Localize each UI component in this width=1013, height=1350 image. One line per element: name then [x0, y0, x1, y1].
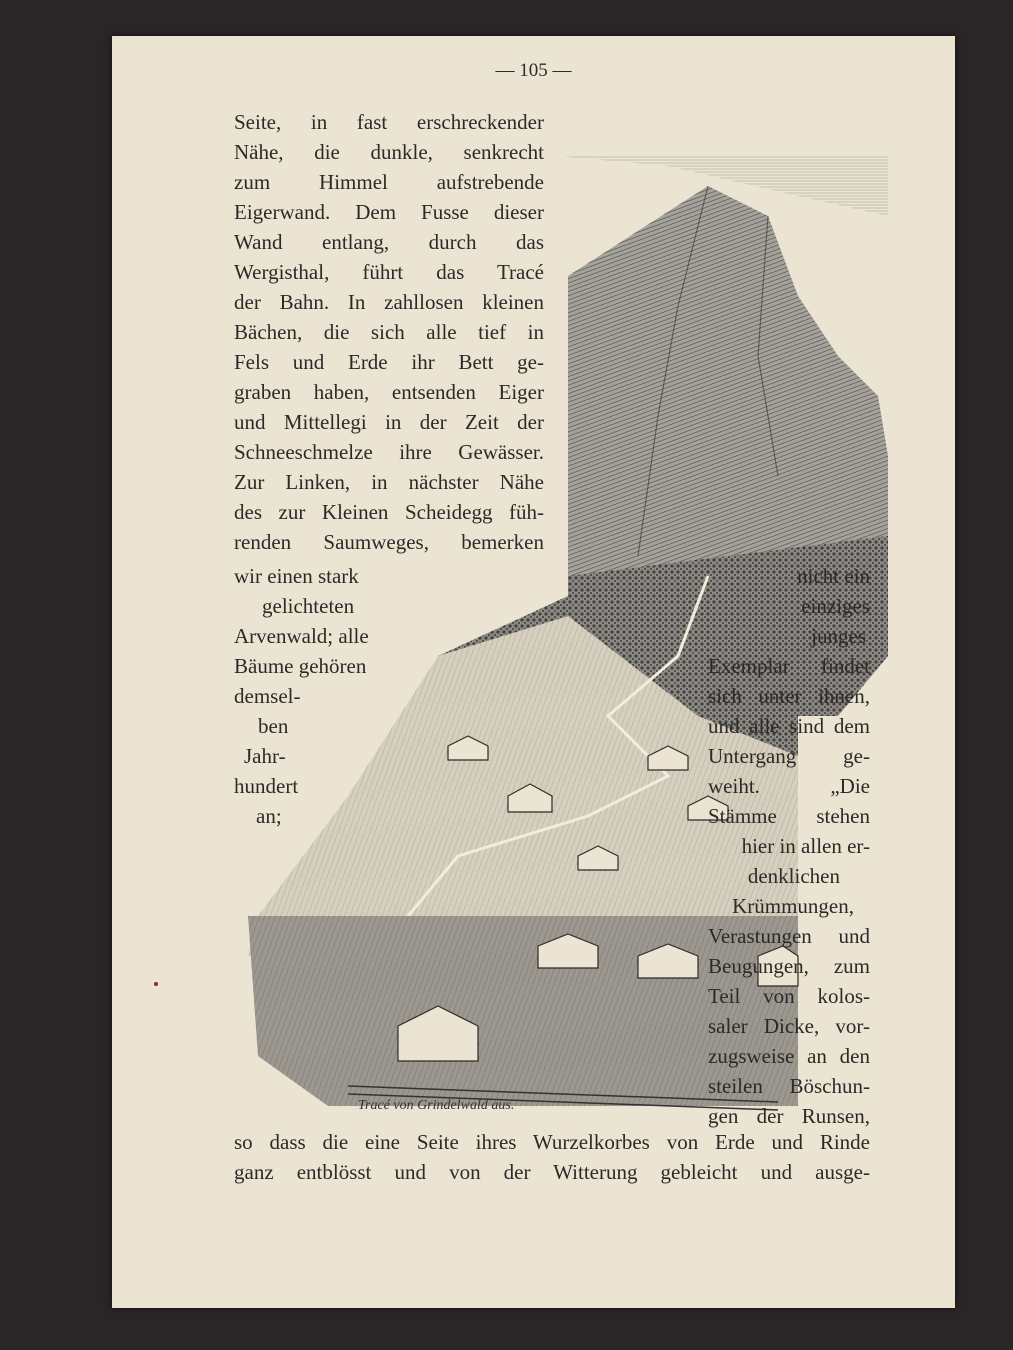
text-line: Seite, in fast erschreckender: [234, 110, 544, 134]
text-line: einziges: [801, 594, 870, 618]
text-line: Wergisthal, führt das Tracé: [234, 260, 544, 284]
text-line: und alle sind dem: [708, 714, 870, 738]
text-line: Eigerwand. Dem Fusse dieser: [234, 200, 544, 224]
text-line: Arvenwald; alle: [234, 624, 369, 648]
text-line: hier in allen er-: [741, 834, 870, 858]
text-line: und Mittellegi in der Zeit der: [234, 410, 544, 434]
text-line: Wand entlang, durch das: [234, 230, 544, 254]
text-line: Schneeschmelze ihre Gewässer.: [234, 440, 544, 464]
text-line: Teil von kolos-: [708, 984, 870, 1008]
text-line: Beugungen, zum: [708, 954, 870, 978]
book-page: [112, 36, 955, 1308]
text-line: weiht. „Die: [708, 774, 870, 798]
text-line: zum Himmel aufstrebende: [234, 170, 544, 194]
page-number: — 105 —: [495, 60, 572, 81]
text-line: hundert: [234, 774, 299, 798]
text-line: der Bahn. In zahllosen kleinen: [234, 290, 544, 314]
text-line: ben: [258, 714, 289, 738]
text-line: saler Dicke, vor-: [708, 1014, 870, 1038]
text-line: graben haben, entsenden Eiger: [234, 380, 544, 404]
text-line: Bäume gehören: [234, 654, 367, 678]
text-line: zugsweise an den: [708, 1044, 870, 1068]
text-line: steilen Böschun-: [708, 1074, 870, 1098]
text-line: Nähe, die dunkle, senkrecht: [234, 140, 544, 164]
text-line: denklichen: [747, 864, 840, 888]
text-line: Fels und Erde ihr Bett ge-: [234, 350, 544, 374]
text-line: renden Saumweges, bemerken: [234, 530, 544, 554]
text-line: gen der Runsen,: [708, 1104, 870, 1128]
text-line: junges: [811, 624, 866, 648]
text-line: demsel-: [234, 684, 301, 708]
text-line: ganz entblösst und von der Witterung gebleicht und ausge-: [234, 1160, 870, 1184]
text-line: Zur Linken, in nächster Nähe: [234, 470, 544, 494]
text-line: so dass die eine Seite ihres Wurzelkorbes von Erde und Rinde: [234, 1130, 870, 1154]
text-line: Jahr-: [244, 744, 286, 768]
text-line: Bächen, die sich alle tief in: [234, 320, 544, 344]
text-line: nicht ein: [797, 564, 870, 588]
text-line: Krümmungen,: [732, 894, 854, 918]
text-line: Stämme stehen: [708, 804, 870, 828]
paper-speck: [154, 982, 158, 986]
text-line: Exemplar findet: [708, 654, 870, 678]
text-line: gelichteten: [262, 594, 355, 618]
text-line: wir einen stark: [234, 564, 359, 588]
text-line: Verastungen und: [708, 924, 870, 948]
text-line: Untergang ge-: [708, 744, 870, 768]
text-line: an;: [256, 804, 282, 828]
text-line: des zur Kleinen Scheidegg füh-: [234, 500, 544, 524]
illustration-caption: Tracé von Grindelwald aus.: [358, 1098, 515, 1113]
text-line: sich unter ihnen,: [708, 684, 870, 708]
